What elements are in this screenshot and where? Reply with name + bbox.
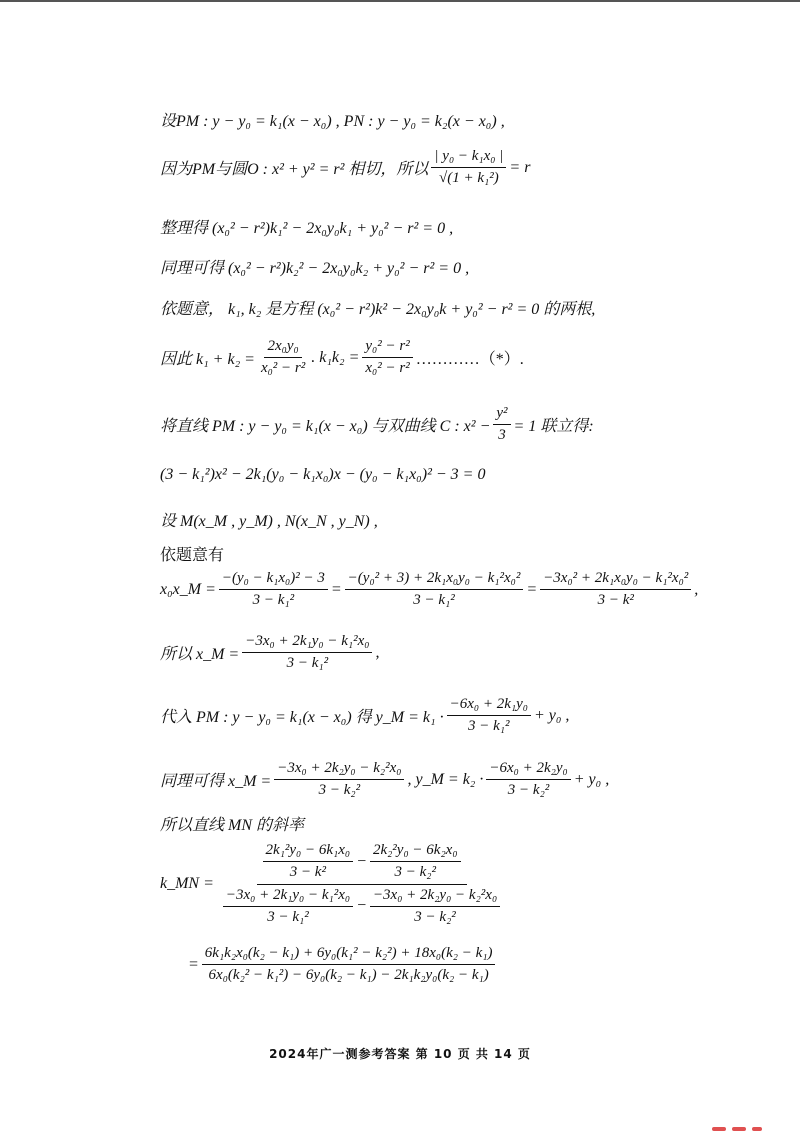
equals-sign: = bbox=[526, 580, 538, 598]
denominator: 3 − k₂² bbox=[318, 782, 361, 799]
numerator: y² bbox=[493, 405, 510, 425]
denominator: 3 − k₁² bbox=[286, 655, 329, 672]
fraction bbox=[258, 338, 308, 378]
comma: , bbox=[694, 580, 699, 598]
fraction bbox=[202, 945, 496, 985]
text: 依题意， k₁, k₂ 是方程 (x₀² − r²)k² − 2x₀y₀k + y₀² − r² = 0 的两根, bbox=[160, 301, 596, 318]
line-simplify bbox=[160, 215, 453, 238]
line-substitute-ym bbox=[160, 696, 569, 736]
text: x₀x_M = bbox=[160, 580, 216, 598]
text: 所以 x_M = bbox=[160, 646, 240, 664]
fraction bbox=[540, 570, 691, 610]
fraction bbox=[486, 760, 570, 800]
page-top-border bbox=[0, 0, 800, 2]
line-kmn-simplified bbox=[188, 945, 498, 985]
numerator: −(y₀ − k₁x₀)² − 3 bbox=[219, 570, 328, 590]
denominator: √(1 + k₁²) bbox=[439, 170, 499, 187]
line-kmn-complex-fraction bbox=[160, 842, 509, 926]
numerator: −3x₀ + 2k₂y₀ − k₂²x₀ bbox=[370, 887, 500, 907]
line-x0-xm bbox=[160, 570, 698, 610]
line-slope-mn-intro bbox=[160, 812, 304, 835]
text: 设PM : y − y₀ = k₁(x − x₀) , PN : y − y₀ = k₂(x − x₀) , bbox=[160, 113, 505, 130]
line-similarly bbox=[160, 255, 469, 278]
line-by-problem bbox=[160, 542, 224, 565]
corner-mark-segment bbox=[732, 1127, 746, 1131]
denominator: 3 − k₂² bbox=[507, 782, 550, 799]
denominator: 3 − k₁² bbox=[267, 908, 309, 925]
text: 依题意有 bbox=[160, 547, 225, 564]
complex-fraction bbox=[217, 842, 506, 926]
text: 整理得 (x₀² − r²)k₁² − 2x₀y₀k₁ + y₀² − r² = 0 , bbox=[160, 220, 454, 237]
text: = 1 联立得: bbox=[513, 418, 594, 436]
numerator: −(y₀² + 3) + 2k₁x₀y₀ − k₁²x₀² bbox=[345, 570, 524, 590]
fraction bbox=[447, 696, 531, 736]
text: 因此 k₁ + k₂ = bbox=[160, 351, 255, 369]
text: k_MN = bbox=[160, 875, 214, 892]
numerator: 2x₀y₀ bbox=[264, 338, 301, 358]
text: 代入 PM : y − y₀ = k₁(x − x₀) 得 y_M = k₁ · bbox=[160, 709, 444, 727]
fraction bbox=[431, 148, 506, 188]
numerator: −3x₀ + 2k₁y₀ − k₁²x₀ bbox=[242, 633, 372, 653]
complex-denominator bbox=[217, 885, 506, 927]
text: . k₁k₂ = bbox=[311, 348, 360, 366]
fraction bbox=[219, 570, 328, 610]
fraction bbox=[370, 887, 500, 927]
numerator: 2k₁²y₀ − 6k₁x₀ bbox=[263, 842, 354, 862]
fraction bbox=[263, 842, 354, 882]
numerator: 6k₁k₂x₀(k₂ − k₁) + 6y₀(k₁² − k₂²) + 18x₀(k₂ − k₁) bbox=[202, 945, 496, 965]
minus-sign: − bbox=[356, 852, 367, 870]
denominator: 3 − k₁² bbox=[413, 592, 455, 609]
text: = r bbox=[509, 158, 531, 176]
line-xm bbox=[160, 633, 379, 673]
text: (3 − k₁²)x² − 2k₁(y₀ − k₁x₀)x − (y₀ − k₁x₀)² − 3 = 0 bbox=[160, 466, 486, 483]
line-set-mn bbox=[160, 508, 378, 531]
corner-mark bbox=[712, 1116, 772, 1126]
minus-sign: − bbox=[356, 897, 367, 915]
numerator: | y₀ − k₁x₀ | bbox=[431, 148, 506, 168]
denominator: x₀² − r² bbox=[260, 360, 306, 377]
text: 所以直线 MN 的斜率 bbox=[160, 817, 305, 834]
line-tangent-condition bbox=[160, 148, 530, 188]
fraction bbox=[362, 338, 412, 378]
numerator: −6x₀ + 2k₁y₀ bbox=[447, 696, 531, 716]
line-set-pm-pn bbox=[160, 108, 505, 131]
text: …………（*）. bbox=[415, 351, 524, 369]
equals-sign: = bbox=[330, 580, 342, 598]
fraction bbox=[345, 570, 524, 610]
numerator: −6x₀ + 2k₂y₀ bbox=[486, 760, 570, 780]
text: 因为PM与圆O : x² + y² = r² 相切，所以 bbox=[160, 161, 429, 179]
line-quadratic bbox=[160, 466, 485, 484]
denominator: 3 − k₂² bbox=[394, 864, 436, 881]
numerator: 2k₂²y₀ − 6k₂x₀ bbox=[370, 842, 461, 862]
text: + y₀ , bbox=[573, 770, 610, 788]
numerator: y₀² − r² bbox=[362, 338, 412, 358]
corner-mark-segment bbox=[712, 1127, 726, 1131]
denominator: 3 − k₁² bbox=[468, 718, 510, 735]
denominator: 3 − k² bbox=[289, 864, 326, 881]
fraction bbox=[223, 887, 353, 927]
fraction bbox=[370, 842, 461, 882]
text: 将直线 PM : y − y₀ = k₁(x − x₀) 与双曲线 C : x² − bbox=[160, 418, 491, 436]
numerator: −3x₀ + 2k₁y₀ − k₁²x₀ bbox=[223, 887, 353, 907]
numerator: −3x₀ + 2k₂y₀ − k₂²x₀ bbox=[274, 760, 404, 780]
fraction bbox=[242, 633, 372, 673]
denominator: 3 − k² bbox=[597, 592, 634, 609]
text: 同理可得 (x₀² − r²)k₂² − 2x₀y₀k₂ + y₀² − r² = 0 , bbox=[160, 260, 470, 277]
numerator: −3x₀² + 2k₁x₀y₀ − k₁²x₀² bbox=[540, 570, 691, 590]
line-vieta bbox=[160, 338, 524, 378]
text: , y_M = k₂ · bbox=[407, 770, 484, 788]
equals-sign: = bbox=[188, 955, 199, 973]
denominator: 3 − k₁² bbox=[252, 592, 295, 609]
complex-numerator bbox=[257, 842, 467, 885]
denominator: 3 bbox=[498, 427, 506, 444]
comma: , bbox=[375, 643, 380, 661]
corner-mark-segment bbox=[752, 1127, 762, 1131]
text: + y₀ , bbox=[533, 706, 570, 724]
denominator: 6x₀(k₂² − k₁²) − 6y₀(k₂ − k₁) − 2k₁k₂y₀(k₂ − k₁) bbox=[208, 967, 489, 984]
fraction bbox=[493, 405, 510, 445]
denominator: 3 − k₂² bbox=[414, 908, 456, 925]
text: 同理可得 x_M = bbox=[160, 773, 272, 791]
line-similarly-xm-ym bbox=[160, 760, 609, 800]
page-footer: 2024年广一测参考答案 第 10 页 共 14 页 bbox=[269, 1047, 531, 1061]
line-two-roots bbox=[160, 296, 595, 319]
denominator: x₀² − r² bbox=[365, 360, 410, 377]
line-combine-hyperbola bbox=[160, 405, 594, 445]
fraction bbox=[274, 760, 404, 800]
text: 设 M(x_M , y_M) , N(x_N , y_N) , bbox=[160, 513, 378, 530]
